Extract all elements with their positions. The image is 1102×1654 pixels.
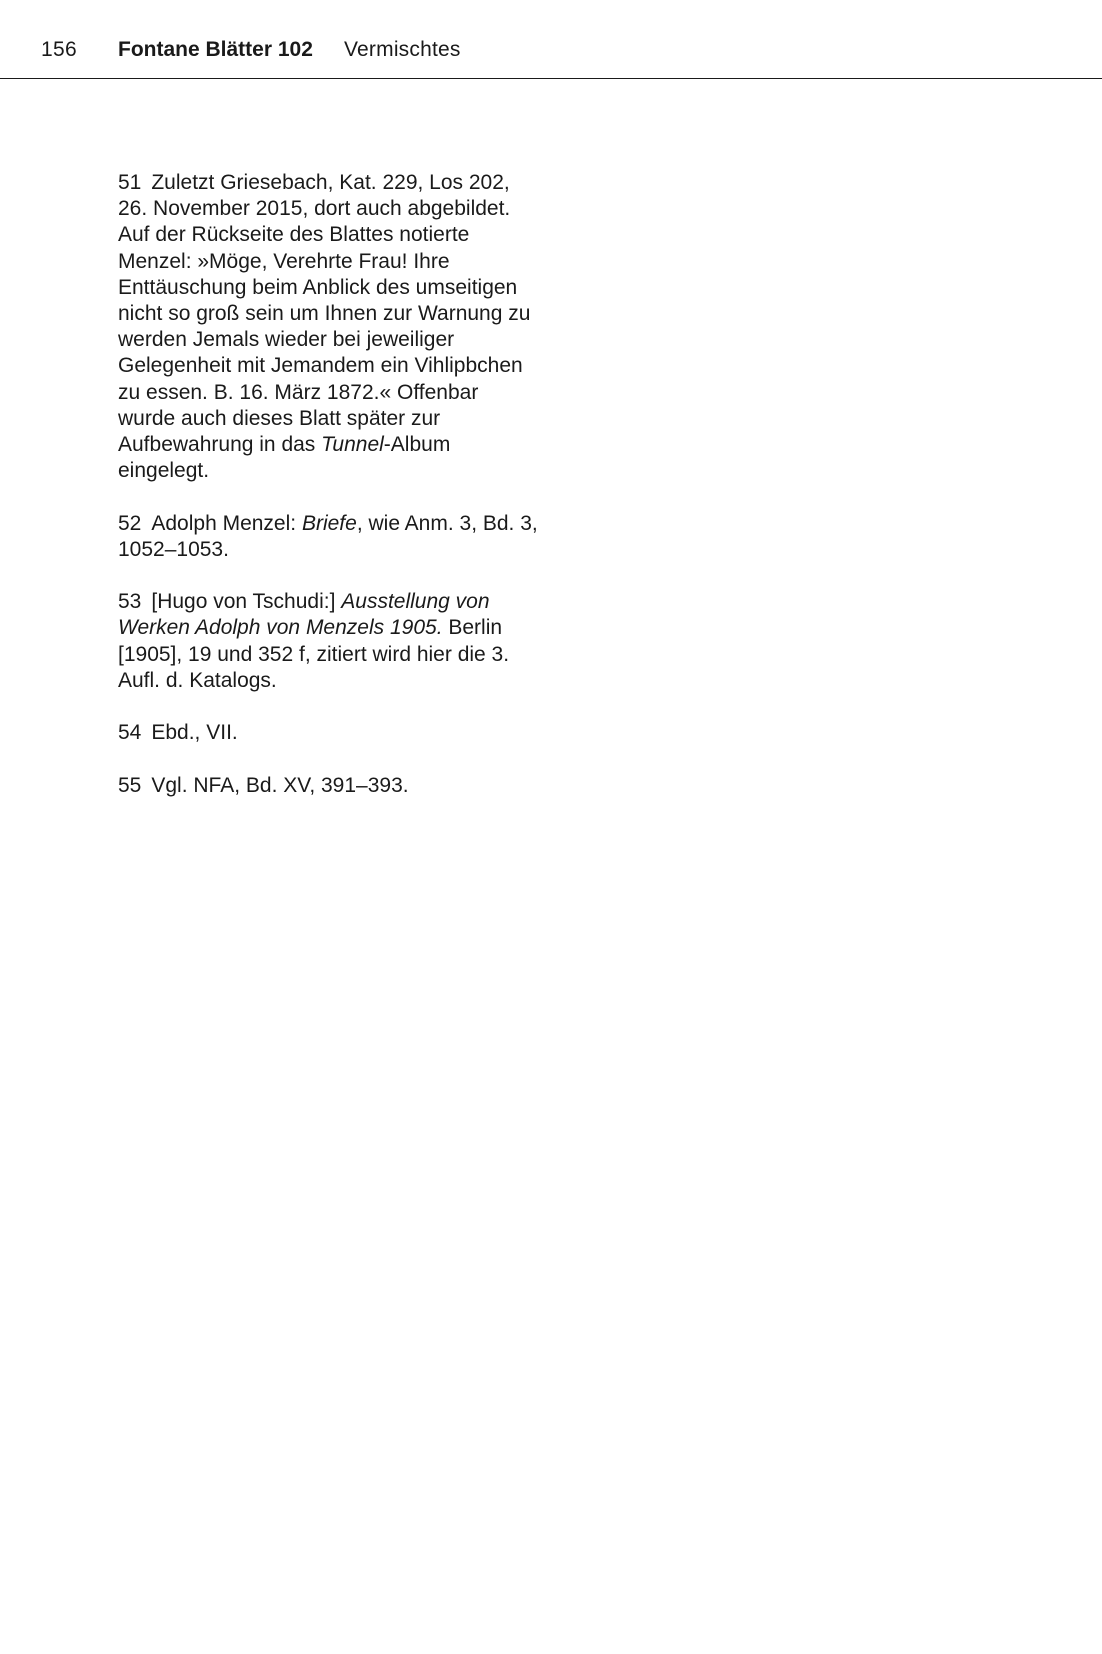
- note-italic-text: Ausstellung von Werken Adolph von Menzels 1905.: [118, 590, 490, 640]
- page-number: 156: [41, 38, 77, 61]
- note-number: 53: [118, 590, 142, 614]
- endnote-51: [118, 170, 538, 484]
- note-number: 51: [118, 171, 142, 194]
- note-italic-text: Briefe: [301, 511, 357, 535]
- note-text: Adolph Menzel:: [151, 511, 302, 535]
- endnote-54: [118, 720, 538, 746]
- journal-title: Fontane Blätter 102: [118, 38, 313, 61]
- endnote-55: [118, 773, 538, 799]
- note-number: 54: [118, 721, 142, 745]
- note-number: 52: [118, 511, 142, 535]
- section-title: Vermischtes: [344, 38, 461, 61]
- running-header: [0, 0, 1102, 79]
- note-number: 55: [118, 773, 142, 797]
- note-text: Vgl. NFA, Bd. XV, 391–393.: [151, 773, 409, 797]
- note-text: [Hugo von Tschudi:]: [151, 590, 342, 614]
- endnotes: [118, 170, 538, 825]
- endnote-53: [118, 589, 538, 694]
- note-italic-text: Tunnel: [321, 433, 384, 457]
- note-text: Zuletzt Griesebach, Kat. 229, Los 202, 26. November 2015, dort auch abgebildet. Auf der Rückseite des Blattes notierte Menzel: »Möge, Verehrte Frau! Ihre Enttäuschung beim Anblick des umseitigen nicht so groß sein um Ihnen zur Warnung zu werden Jemals wieder bei jeweiliger Gelegenheit mit Jemandem ein Vihlipbchen zu essen. B. 16. März 1872.« Offenbar wurde auch dieses Blatt später zur Aufbewahrung in das: [118, 171, 531, 457]
- note-text: Berlin [1905], 19 und 352 f, zitiert wird hier die 3. Aufl. d. Katalogs.: [118, 616, 510, 692]
- note-text: -Album eingelegt.: [118, 433, 451, 483]
- note-text: , wie Anm. 3, Bd. 3, 1052–1053.: [118, 511, 538, 561]
- endnote-52: [118, 511, 538, 563]
- note-text: Ebd., VII.: [151, 721, 238, 745]
